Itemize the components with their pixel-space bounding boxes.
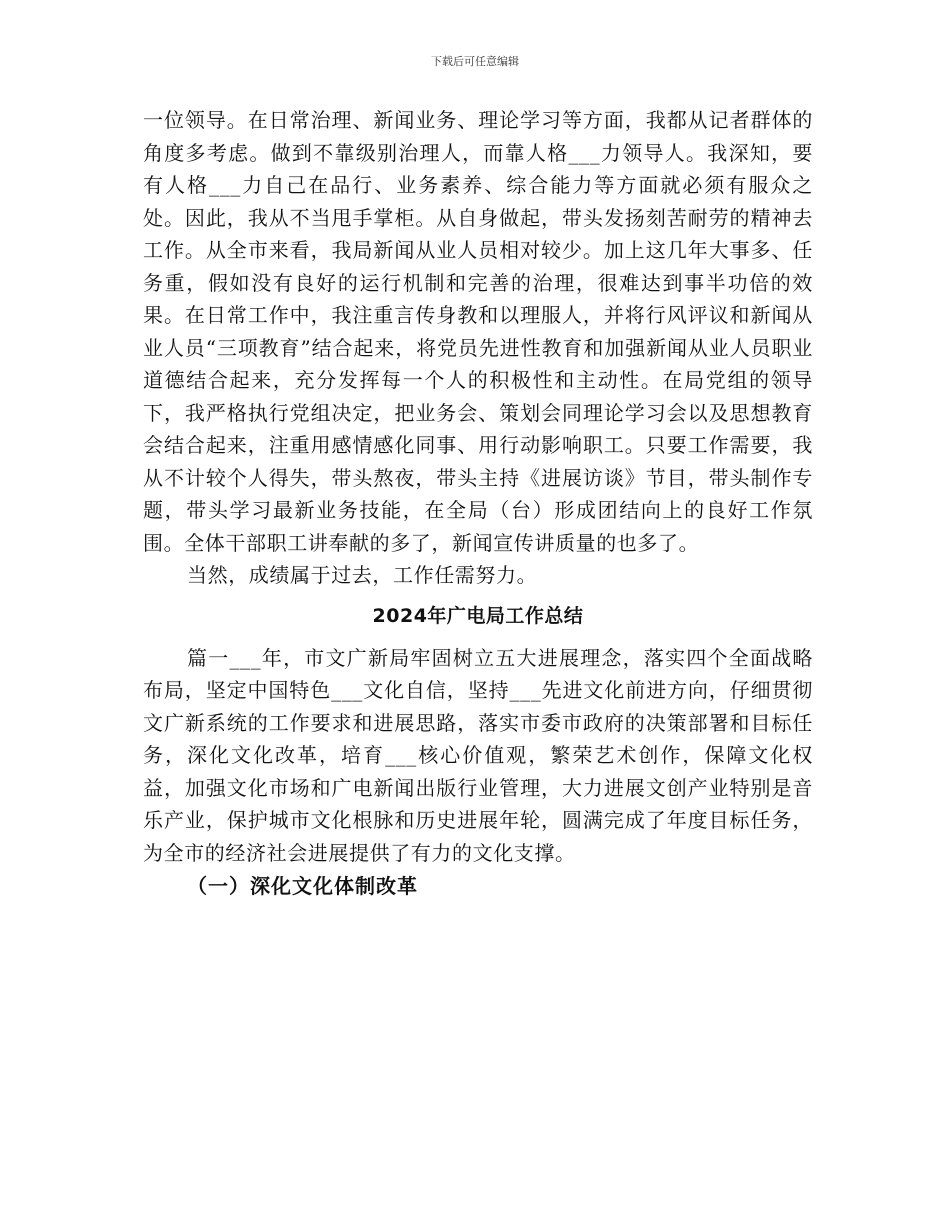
body-paragraph-1: 一位领导。在日常治理、新闻业务、理论学习等方面，我都从记者群体的角度多考虑。做到不靠级别治理人，而靠人格___力领导人。我深知，要有人格___力自己在品行、业务素养、综合能力等方面就必须有服众之处。因此，我从不当甩手掌柜。从自身做起，带头发扬刻苦耐劳的精神去工作。从全市来看，我局新闻从业人员相对较少。加上这几年大事多、任务重，假如没有良好的运行机制和完善的治理，很难达到事半功倍的效果。在日常工作中，我注重言传身教和以理服人，并将行风评议和新闻从业人员“三项教育”结合起来，将党员先进性教育和加强新闻从业人员职业道德结合起来，充分发挥每一个人的积极性和主动性。在局党组的领导下，我严格执行党组决定，把业务会、策划会同理论学习会以及思想教育会结合起来，注重用感情感化同事、用行动影响职工。只要工作需要，我从不计较个人得失，带头熬夜，带头主持《进展访谈》节目，带头制作专题，带头学习最新业务技能，在全局（台）形成团结向上的良好工作氛围。全体干部职工讲奉献的多了，新闻宣传讲质量的也多了。 <box>143 108 813 555</box>
body-paragraph-3: 篇一___年，市文广新局牢固树立五大进展理念，落实四个全面战略布局，坚定中国特色___文化自信，坚持___先进文化前进方向，仔细贯彻文广新系统的工作要求和进展思路，落实市委市政府的决策部署和目标任务，深化文化改革，培育___核心价值观，繁荣艺术创作，保障文化权益，加强文化市场和广电新闻出版行业管理，大力进展文创产业特别是音乐产业，保护城市文化根脉和历史进展年轮，圆满完成了年度目标任务，为全市的经济社会进展提供了有力的文化支撑。 <box>143 645 813 865</box>
document-body <box>143 104 813 903</box>
section-heading: （一）深化文化体制改革 <box>187 874 418 898</box>
page-header-note: 下载后可任意编辑 <box>431 55 519 68</box>
body-paragraph-2: 当然，成绩属于过去，工作任需努力。 <box>187 563 538 587</box>
document-title: 2024年广电局工作总结 <box>372 604 584 627</box>
